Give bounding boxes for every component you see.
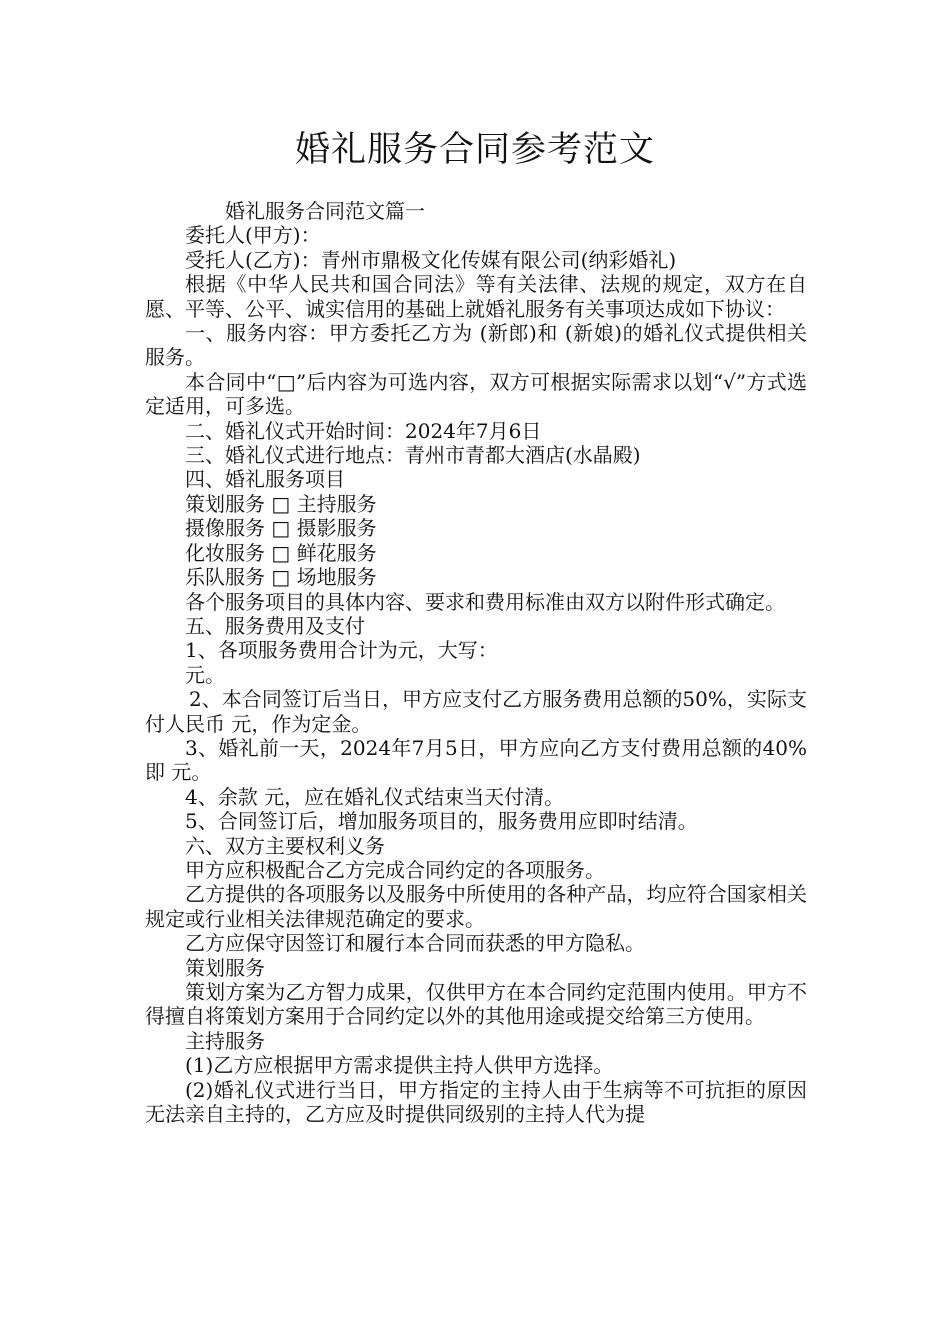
service-option-row: 乐队服务 □ 场地服务 [185,565,377,590]
rights-paragraph: 甲方应积极配合乙方完成合同约定的各项服务。 [185,857,605,882]
clause-ceremony-venue: 三、婚礼仪式进行地点：青州市青都大酒店(水晶殿) [185,443,641,468]
document-title: 婚礼服务合同参考范文 [294,130,655,170]
principal-line: 委托人(甲方)： [185,223,321,248]
section-heading: 婚礼服务合同范文篇一 [225,199,425,223]
fee-item: 4、余款 元，应在婚礼仪式结束当天付清。 [185,784,565,809]
clause-fees-heading: 五、服务费用及支付 [185,613,365,638]
service-option-row: 化妆服务 □ 鲜花服务 [185,540,377,565]
agent-line: 受托人(乙方)：青州市鼎极文化传媒有限公司(纳彩婚礼) [185,247,677,272]
preamble-paragraph: 根据《中华人民共和国合同法》等有关法律、法规的规定，双方在自愿、平等、公平、诚实信用的基础上就婚礼服务有关事项达成如下协议： [145,272,807,321]
document-body [145,199,807,1126]
rights-paragraph: 乙方提供的各项服务以及服务中所使用的各种产品，均应符合国家相关规定或行业相关法律规范确定的要求。 [145,882,807,931]
service-option-row: 策划服务 □ 主持服务 [185,491,377,516]
fee-item: 1、各项服务费用合计为元，大写： [185,638,498,663]
clause-rights-heading: 六、双方主要权利义务 [185,833,385,858]
service-option-row: 摄像服务 □ 摄影服务 [185,516,377,541]
clause-service-items: 四、婚礼服务项目 [185,467,345,492]
fee-item: 2、本合同签订后当日，甲方应支付乙方服务费用总额的50%，实际支付人民币 元，作为定金。 [145,687,807,736]
clause-service-content: 一、服务内容：甲方委托乙方为 (新郎)和 (新娘)的婚礼仪式提供相关服务。 [145,321,807,370]
fee-item: 3、婚礼前一天，2024年7月5日，甲方应向乙方支付费用总额的40%即 元。 [145,735,807,785]
hosting-item: (2)婚礼仪式进行当日，甲方指定的主持人由于生病等不可抗拒的原因无法亲自主持的，乙方应及时提供同级别的主持人代为提 [145,1077,807,1127]
rights-paragraph: 乙方应保守因签订和履行本合同而获悉的甲方隐私。 [185,931,645,956]
service-items-note: 各个服务项目的具体内容、要求和费用标准由双方以附件形式确定。 [185,589,785,614]
planning-paragraph: 策划方案为乙方智力成果，仅供甲方在本合同约定范围内使用。甲方不得擅自将策划方案用于合同约定以外的其他用途或提交给第三方使用。 [145,980,807,1029]
hosting-item: (1)乙方应根据甲方需求提供主持人供甲方选择。 [185,1053,614,1078]
fee-item: 5、合同签订后，增加服务项目的，服务费用应即时结清。 [185,809,698,834]
subsection-heading: 策划服务 [185,955,265,980]
subsection-heading: 主持服务 [185,1028,265,1053]
clause-ceremony-time: 二、婚礼仪式开始时间：2024年7月6日 [185,418,542,443]
clause-optional-note: 本合同中“□”后内容为可选内容，双方可根据实际需求以划“√”方式选定适用，可多选。 [145,369,807,419]
fee-item-continued: 元。 [185,662,225,687]
